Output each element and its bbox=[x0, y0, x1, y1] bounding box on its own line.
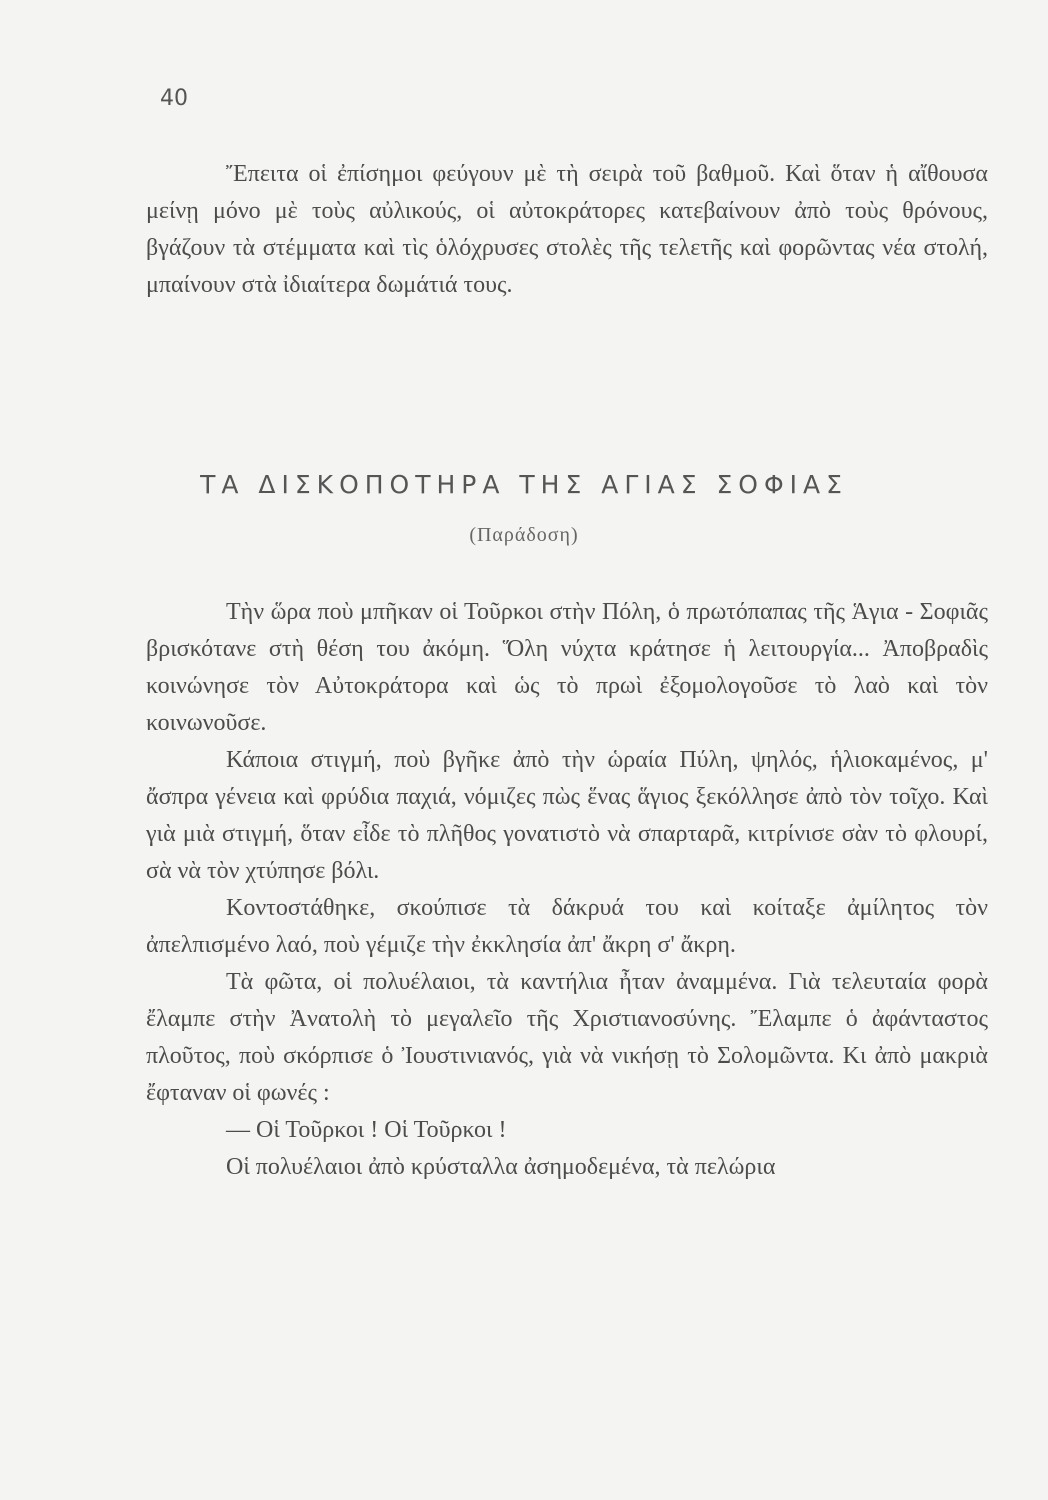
section-title: ΤΑ ΔΙΣΚΟΠΟΤΗΡΑ ΤΗΣ ΑΓΙΑΣ ΣΟΦΙΑΣ bbox=[200, 470, 848, 499]
story-text bbox=[146, 594, 988, 1186]
paragraph: Κάποια στιγμή, ποὺ βγῆκε ἀπὸ τὴν ὡραία Πύλη, ψηλός, ἡλιοκαμένος, μ' ἄσπρα γένεια καὶ φρύδια παχιά, νόμιζες πὼς ἕνας ἅγιος ξεκόλλησε ἀπὸ τὸν τοῖχο. Καὶ γιὰ μιὰ στιγμή, ὅταν εἶδε τὸ πλῆθος γονατιστὸ νὰ σπαρταρᾶ, κιτρίνισε σὰν τὸ φλουρί, σὰ νὰ τὸν χτύπησε βόλι. bbox=[146, 747, 988, 884]
paragraph: Τὴν ὥρα ποὺ μπῆκαν οἱ Τοῦρκοι στὴν Πόλη, ὁ πρωτόπαπας τῆς Ἁγια - Σοφιᾶς βρισκότανε στὴ θέση του ἀκόμη. Ὅλη νύχτα κράτησε ἡ λειτουργία... Ἀποβραδὶς κοινώνησε τὸν Αὐτοκράτορα καὶ ὡς τὸ πρωὶ ἐξομολογοῦσε τὸ λαὸ καὶ τὸν κοινωνοῦσε. bbox=[146, 599, 988, 736]
page-number: 40 bbox=[160, 86, 188, 111]
intro-paragraph: Ἔπειτα οἱ ἐπίσημοι φεύγουν μὲ τὴ σειρὰ τοῦ βαθμοῦ. Καὶ ὅταν ἡ αἴθουσα μείνῃ μόνο μὲ τοὺς αὐλικούς, οἱ αὐτοκράτορες κατεβαίνουν ἀπὸ τοὺς θρόνους, βγάζουν τὰ στέμματα καὶ τὶς ὁλόχρυσες στολὲς τῆς τελετῆς καὶ φορῶντας νέα στολή, μπαίνουν στὰ ἰδιαίτερα δωμάτιά τους. bbox=[146, 161, 988, 298]
section-subtitle: (Παράδοση) bbox=[469, 524, 579, 546]
intro-paragraph-block bbox=[146, 156, 988, 304]
dialogue-line: — Οἱ Τοῦρκοι ! Οἱ Τοῦρκοι ! bbox=[226, 1117, 507, 1143]
paragraph: Κοντοστάθηκε, σκούπισε τὰ δάκρυά του καὶ κοίταξε ἀμίλητος τὸν ἀπελπισμένο λαό, ποὺ γέμιζε τὴν ἐκκλησία ἀπ' ἄκρη σ' ἄκρη. bbox=[146, 895, 988, 958]
paragraph: Τὰ φῶτα, οἱ πολυέλαιοι, τὰ καντήλια ἦταν ἀναμμένα. Γιὰ τελευταία φορὰ ἔλαμπε στὴν Ἀνατολὴ τὸ μεγαλεῖο τῆς Χριστιανοσύνης. Ἔλαμπε ὁ ἀφάνταστος πλοῦτος, ποὺ σκόρπισε ὁ Ἰουστινιανός, γιὰ νὰ νικήσῃ τὸ Σολομῶντα. Κι ἀπὸ μακριὰ ἔφταναν οἱ φωνές : bbox=[146, 969, 988, 1106]
paragraph: Οἱ πολυέλαιοι ἀπὸ κρύσταλλα ἀσημοδεμένα, τὰ πελώρια bbox=[226, 1154, 776, 1180]
